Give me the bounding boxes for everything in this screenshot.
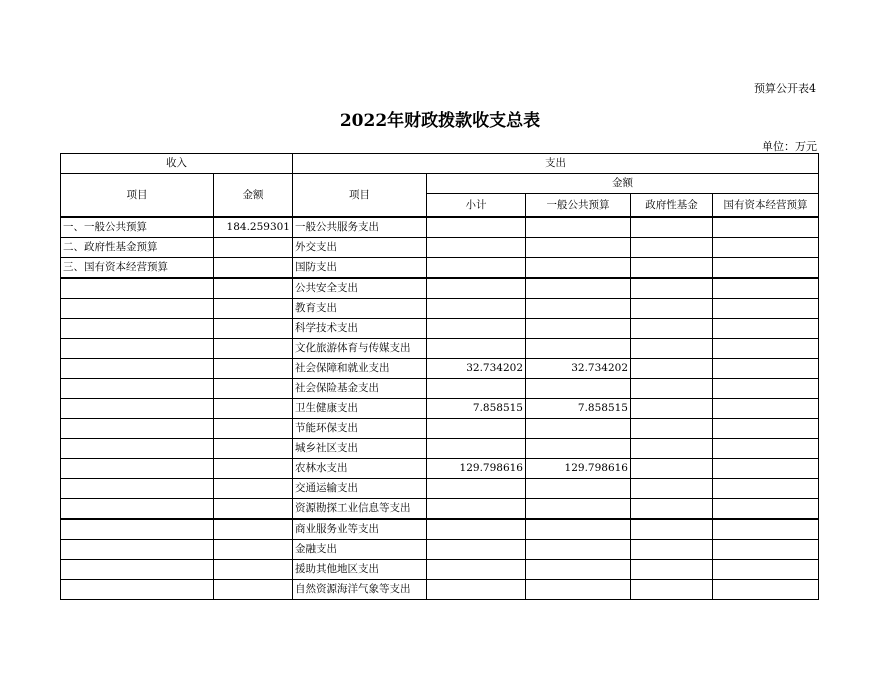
income-item-cell [61,459,214,479]
table-row [61,540,819,560]
table-row [61,479,819,499]
gov-fund-cell [631,299,713,319]
general-budget-cell [526,540,631,560]
state-capital-cell [713,379,819,399]
gov-fund-cell [631,379,713,399]
general-budget-cell: 7.858515 [526,399,631,419]
general-budget-cell [526,580,631,600]
expense-item-cell: 自然资源海洋气象等支出 [293,580,427,600]
gov-fund-cell [631,459,713,479]
state-capital-cell [713,459,819,479]
general-budget-cell [526,519,631,540]
subtotal-cell [427,217,526,238]
expense-item-cell: 科学技术支出 [293,319,427,339]
income-item-header: 项目 [61,174,214,218]
income-amount-cell [214,258,293,279]
subtotal-cell: 129.798616 [427,459,526,479]
gov-fund-cell [631,540,713,560]
income-item-cell [61,379,214,399]
income-item-cell [61,339,214,359]
table-row [61,499,819,520]
income-amount-cell [214,238,293,258]
income-item-cell [61,419,214,439]
gov-fund-cell [631,419,713,439]
subtotal-cell [427,319,526,339]
table-row [61,439,819,459]
income-amount-cell [214,540,293,560]
general-budget-cell [526,217,631,238]
subtotal-cell [427,499,526,520]
table-row [61,519,819,540]
income-item-cell [61,278,214,299]
income-amount-header: 金额 [214,174,293,218]
gov-fund-cell [631,439,713,459]
table-number-label: 预算公开表4 [754,82,816,95]
expense-item-header: 项目 [293,174,427,218]
income-amount-cell [214,580,293,600]
expense-item-cell: 资源勘探工业信息等支出 [293,499,427,520]
income-item-cell [61,499,214,520]
gov-fund-cell [631,217,713,238]
income-amount-cell [214,319,293,339]
general-budget-cell [526,238,631,258]
state-capital-cell [713,540,819,560]
table-row [61,459,819,479]
gov-fund-cell [631,258,713,279]
subtotal-cell [427,439,526,459]
state-capital-header: 国有资本经营预算 [713,194,819,218]
income-item-cell [61,439,214,459]
budget-table [60,153,819,600]
subtotal-cell [427,238,526,258]
expense-item-cell: 教育支出 [293,299,427,319]
general-budget-cell [526,299,631,319]
state-capital-cell [713,519,819,540]
income-item-cell [61,560,214,580]
gov-fund-cell [631,519,713,540]
expense-item-cell: 金融支出 [293,540,427,560]
expense-item-cell: 交通运输支出 [293,479,427,499]
general-budget-cell [526,479,631,499]
general-budget-cell [526,339,631,359]
subtotal-cell [427,278,526,299]
expense-item-cell: 文化旅游体育与传媒支出 [293,339,427,359]
income-amount-cell [214,379,293,399]
income-amount-cell [214,339,293,359]
expense-item-cell: 一般公共服务支出 [293,217,427,238]
table-row [61,359,819,379]
general-budget-cell [526,499,631,520]
expense-item-cell: 公共安全支出 [293,278,427,299]
general-budget-cell [526,319,631,339]
income-item-cell: 三、国有资本经营预算 [61,258,214,279]
gov-fund-cell [631,499,713,520]
gov-fund-cell [631,278,713,299]
subtotal-cell [427,379,526,399]
table-row [61,278,819,299]
income-item-cell [61,580,214,600]
income-item-cell: 一、一般公共预算 [61,217,214,238]
general-budget-cell: 32.734202 [526,359,631,379]
table-row [61,319,819,339]
gov-fund-header: 政府性基金 [631,194,713,218]
subtotal-cell [427,519,526,540]
state-capital-cell [713,399,819,419]
gov-fund-cell [631,339,713,359]
general-budget-cell [526,419,631,439]
income-amount-cell [214,419,293,439]
page-title: 2022年财政拨款收支总表 [339,111,541,131]
income-header: 收入 [61,154,293,174]
table-row [61,379,819,399]
gov-fund-cell [631,580,713,600]
gov-fund-cell [631,399,713,419]
income-item-cell [61,399,214,419]
income-amount-cell [214,439,293,459]
expense-amount-header: 金额 [427,174,819,194]
income-amount-cell [214,399,293,419]
state-capital-cell [713,217,819,238]
table-row [61,399,819,419]
subtotal-cell [427,419,526,439]
expense-item-cell: 卫生健康支出 [293,399,427,419]
state-capital-cell [713,238,819,258]
state-capital-cell [713,359,819,379]
general-budget-cell [526,560,631,580]
income-amount-cell: 184.259301 [214,217,293,238]
expense-header: 支出 [293,154,819,174]
gov-fund-cell [631,319,713,339]
income-amount-cell [214,459,293,479]
expense-item-cell: 援助其他地区支出 [293,560,427,580]
state-capital-cell [713,319,819,339]
gov-fund-cell [631,560,713,580]
table-body [61,217,819,600]
income-amount-cell [214,299,293,319]
subtotal-cell [427,540,526,560]
general-budget-cell [526,278,631,299]
table-row [61,299,819,319]
expense-item-cell: 商业服务业等支出 [293,519,427,540]
expense-item-cell: 节能环保支出 [293,419,427,439]
state-capital-cell [713,479,819,499]
state-capital-cell [713,439,819,459]
subtotal-cell: 32.734202 [427,359,526,379]
income-amount-cell [214,519,293,540]
expense-item-cell: 外交支出 [293,238,427,258]
income-item-cell: 二、政府性基金预算 [61,238,214,258]
state-capital-cell [713,419,819,439]
state-capital-cell [713,278,819,299]
subtotal-cell [427,560,526,580]
subtotal-cell [427,479,526,499]
table-row [61,339,819,359]
gov-fund-cell [631,238,713,258]
income-item-cell [61,519,214,540]
table-row [61,560,819,580]
income-item-cell [61,540,214,560]
table-row [61,217,819,238]
state-capital-cell [713,258,819,279]
income-item-cell [61,319,214,339]
expense-item-cell: 社会保障和就业支出 [293,359,427,379]
general-budget-cell [526,379,631,399]
gov-fund-cell [631,359,713,379]
income-amount-cell [214,560,293,580]
subtotal-cell [427,299,526,319]
table-row [61,419,819,439]
table-row [61,258,819,279]
expense-item-cell: 农林水支出 [293,459,427,479]
income-amount-cell [214,499,293,520]
gov-fund-cell [631,479,713,499]
table-row [61,238,819,258]
subtotal-header: 小计 [427,194,526,218]
general-budget-header: 一般公共预算 [526,194,631,218]
expense-item-cell: 国防支出 [293,258,427,279]
unit-label: 单位：万元 [762,140,817,153]
subtotal-cell [427,339,526,359]
general-budget-cell [526,258,631,279]
income-amount-cell [214,359,293,379]
subtotal-cell: 7.858515 [427,399,526,419]
subtotal-cell [427,258,526,279]
expense-item-cell: 城乡社区支出 [293,439,427,459]
state-capital-cell [713,560,819,580]
state-capital-cell [713,580,819,600]
general-budget-cell [526,439,631,459]
income-item-cell [61,359,214,379]
income-amount-cell [214,479,293,499]
income-item-cell [61,479,214,499]
subtotal-cell [427,580,526,600]
state-capital-cell [713,339,819,359]
income-amount-cell [214,278,293,299]
income-item-cell [61,299,214,319]
general-budget-cell: 129.798616 [526,459,631,479]
state-capital-cell [713,299,819,319]
state-capital-cell [713,499,819,520]
table-row [61,580,819,600]
expense-item-cell: 社会保险基金支出 [293,379,427,399]
